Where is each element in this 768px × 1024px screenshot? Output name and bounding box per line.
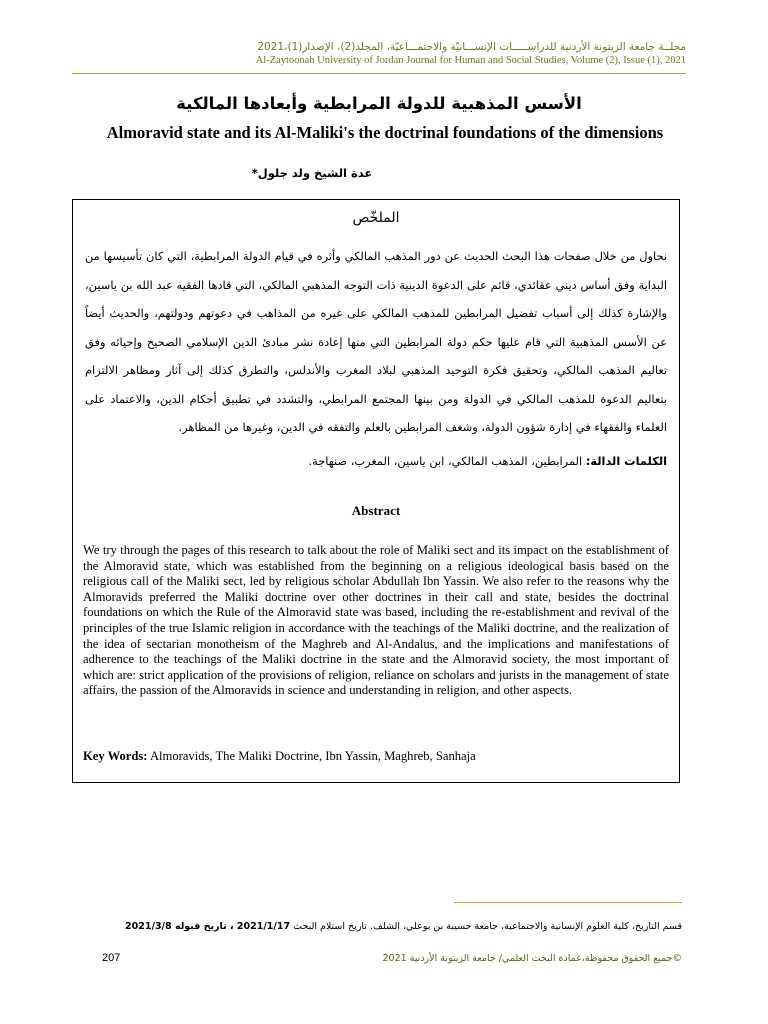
journal-header-english: Al-Zaytoonah University of Jordan Journal for Human and Social Studies, Volume (2), Issue (1), 2021 (255, 55, 686, 66)
footnote-affiliation: قسم التاريخ، كلية العلوم الإنسانية والاجتماعية، جامعة حسيبة بن بوعلي، الشلف. تاريخ استلام البحث (290, 921, 682, 932)
english-keywords-list: Almoravids, The Maliki Doctrine, Ibn Yassin, Maghreb, Sanhaja (147, 749, 476, 763)
english-keywords (83, 749, 669, 764)
abstract-box (72, 199, 680, 783)
arabic-keywords-list: المرابطين، المذهب المالكي، ابن ياسين، المغرب، صنهاجة. (308, 454, 586, 468)
journal-header-arabic: مجلــة جامعة الزيتونة الأردنية للدراســـــات الإنســـانيّة والاجتمـــاعيّة، المجلد(2)، الإصدار(1)،2021 (257, 41, 686, 53)
arabic-abstract-heading: الملخّص (352, 210, 400, 226)
english-keywords-label: Key Words: (83, 749, 148, 763)
arabic-keywords (85, 454, 667, 468)
arabic-abstract-body: نحاول من خلال صفحات هذا البحث الحديث عن دور المذهب المالكي وأثره في قيام الدولة المرابطية، التي كان تأسيسها من البداية وفق أساس ديني عقائدي، قائم على الدعوة الدينية ذات التوجه المذهبي المالكي، التي قادها الفقيه عبد الله بن ياسين، والإشارة كذلك إلى أسباب تفضيل المرابطين للمذهب المالكي على غيره من المذاهب في دعوتهم ودولتهم، والحديث أيضاً عن الأسس المذهبية التي قام عليها حكم دولة المرابطين التي منها إعادة نشر مبادئ الدين الإسلامي الصحيح وإحيائه وفق تعاليم المذهب المالكي، وتحقيق فكرة التوحيد المذهبي لبلاد المغرب والأندلس، والتطرق كذلك إلى آثار ومظاهر الالتزام بتعاليم الدعوة للمذهب المالكي في الدولة ومن بينها المجتمع المرابطي، والتشدد في تطبيق أحكام الدين، والاعتماد على العلماء والفقهاء في إدارة شؤون الدولة، وشغف المرابطين بالعلم والتفقه في الدين، وغيرها من المظاهر. (85, 249, 667, 434)
header-divider (72, 73, 686, 74)
title-english: Almoravid state and its Al-Maliki's the doctrinal foundations of the dimensions (106, 123, 664, 142)
copyright-notice: ©جميع الحقوق محفوظة،عمادة البحث العلمي/ جامعة الزيتونة الأردنية 2021 (382, 953, 682, 964)
journal-header (72, 40, 686, 67)
title-arabic: الأسس المذهبية للدولة المرابطية وأبعادها المالكية (176, 94, 582, 113)
page-number: 207 (102, 952, 121, 964)
author-name: عدة الشيخ ولد جلول* (251, 166, 373, 180)
english-abstract-body: We try through the pages of this research to talk about the role of Maliki sect and its impact on the establishment of the Almoravid state, which was established from the beginning on a religious ideological basis based on the religious call of the Maliki sect, led by religious scholar Abdullah Ibn Yassin. We also refer to the reasons why the Almoravids preferred the Maliki doctrine over other doctrines in their call and state, besides the doctrinal foundations on which the Rule of the Almoravid state was based, including the re-establishment and revival of the principles of the true Islamic religion in accordance with the teachings of the Maliki doctrine, and the realization of the idea of sectarian monotheism of the Maghreb and Al-Andalus, and the implications and manifestations of adherence to the teachings of the Maliki doctrine in the state and the Almoravid society, the most important of which are: strict application of the provisions of religion, reliance on scholars and jurists in the management of state affairs, the passion of the Almoravids in science and understanding in religion, and other aspects. (83, 543, 669, 698)
english-abstract-heading: Abstract (351, 503, 401, 518)
footnote-dates: 2021/1/17 ، تاريخ قبوله 2021/3/8 (125, 921, 291, 932)
arabic-keywords-label: الكلمات الدالة: (585, 454, 667, 468)
footnote (72, 921, 682, 932)
footnote-divider (454, 902, 682, 903)
